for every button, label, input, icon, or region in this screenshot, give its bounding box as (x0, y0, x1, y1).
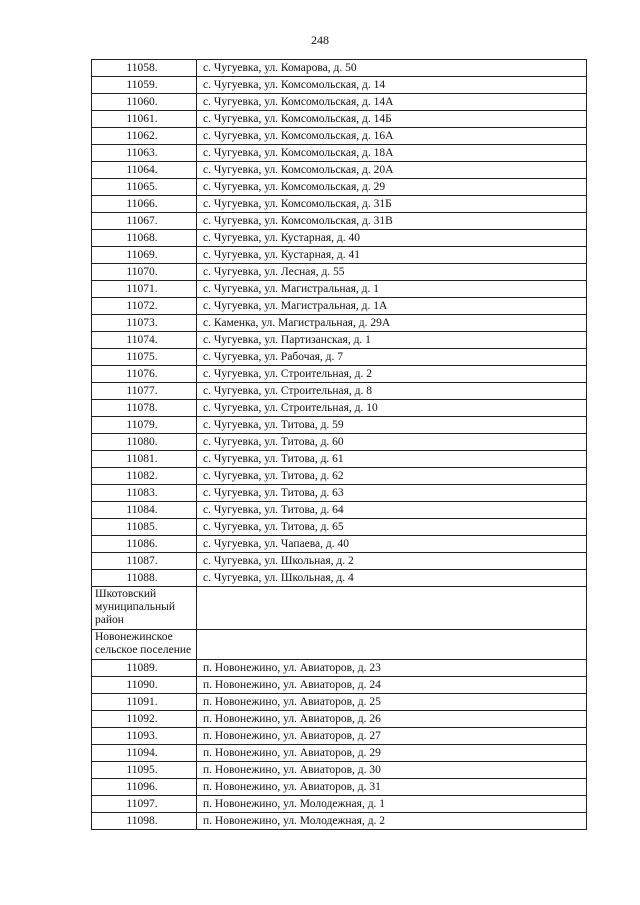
row-address: п. Новонежино, ул. Авиаторов, д. 31 (197, 779, 587, 796)
table-row (92, 745, 587, 762)
row-number: 11082. (92, 468, 197, 485)
row-number: 11067. (92, 213, 197, 230)
row-number: 11092. (92, 711, 197, 728)
row-number: 11087. (92, 553, 197, 570)
row-address: с. Чугуевка, ул. Кустарная, д. 41 (197, 247, 587, 264)
row-address: п. Новонежино, ул. Авиаторов, д. 30 (197, 762, 587, 779)
row-address: с. Чугуевка, ул. Кустарная, д. 40 (197, 230, 587, 247)
row-number: 11081. (92, 451, 197, 468)
table-row (92, 502, 587, 519)
row-number: 11064. (92, 162, 197, 179)
table-row (92, 247, 587, 264)
row-address: п. Новонежино, ул. Авиаторов, д. 29 (197, 745, 587, 762)
table-row (92, 694, 587, 711)
row-number: 11074. (92, 332, 197, 349)
row-number: 11079. (92, 417, 197, 434)
table-row (92, 485, 587, 502)
table-row (92, 196, 587, 213)
table-row (92, 349, 587, 366)
row-number: 11095. (92, 762, 197, 779)
section-label: Шкотовский муниципальный район (92, 587, 197, 630)
row-address: п. Новонежино, ул. Молодежная, д. 2 (197, 813, 587, 830)
row-address: п. Новонежино, ул. Молодежная, д. 1 (197, 796, 587, 813)
row-address: с. Чугуевка, ул. Строительная, д. 10 (197, 400, 587, 417)
row-address: с. Чугуевка, ул. Комарова, д. 50 (197, 60, 587, 77)
row-number: 11078. (92, 400, 197, 417)
row-number: 11077. (92, 383, 197, 400)
row-address: с. Чугуевка, ул. Комсомольская, д. 31Б (197, 196, 587, 213)
table-row (92, 111, 587, 128)
row-address: с. Чугуевка, ул. Комсомольская, д. 16А (197, 128, 587, 145)
table-row (92, 519, 587, 536)
table-row (92, 779, 587, 796)
row-number: 11083. (92, 485, 197, 502)
row-address: с. Чугуевка, ул. Титова, д. 60 (197, 434, 587, 451)
row-number: 11066. (92, 196, 197, 213)
row-address: с. Чугуевка, ул. Школьная, д. 4 (197, 570, 587, 587)
table-row (92, 332, 587, 349)
section-empty-cell (197, 630, 587, 660)
table-row (92, 230, 587, 247)
row-number: 11070. (92, 264, 197, 281)
row-number: 11061. (92, 111, 197, 128)
table-row (92, 162, 587, 179)
row-address: с. Чугуевка, ул. Титова, д. 63 (197, 485, 587, 502)
row-number: 11094. (92, 745, 197, 762)
address-registry-table (91, 59, 587, 830)
table-row (92, 677, 587, 694)
row-number: 11063. (92, 145, 197, 162)
table-row (92, 77, 587, 94)
row-address: п. Новонежино, ул. Авиаторов, д. 24 (197, 677, 587, 694)
row-address: с. Чугуевка, ул. Строительная, д. 8 (197, 383, 587, 400)
row-number: 11093. (92, 728, 197, 745)
row-number: 11065. (92, 179, 197, 196)
row-number: 11068. (92, 230, 197, 247)
table-row (92, 728, 587, 745)
row-address: с. Чугуевка, ул. Титова, д. 65 (197, 519, 587, 536)
row-number: 11088. (92, 570, 197, 587)
row-address: с. Чугуевка, ул. Магистральная, д. 1А (197, 298, 587, 315)
row-number: 11071. (92, 281, 197, 298)
row-number: 11084. (92, 502, 197, 519)
row-address: с. Чугуевка, ул. Лесная, д. 55 (197, 264, 587, 281)
table-row (92, 315, 587, 332)
table-row (92, 660, 587, 677)
row-number: 11076. (92, 366, 197, 383)
row-address: с. Чугуевка, ул. Комсомольская, д. 14Б (197, 111, 587, 128)
table-row (92, 60, 587, 77)
table-row (92, 813, 587, 830)
row-number: 11062. (92, 128, 197, 145)
row-number: 11089. (92, 660, 197, 677)
row-number: 11059. (92, 77, 197, 94)
row-number: 11058. (92, 60, 197, 77)
row-address: с. Чугуевка, ул. Комсомольская, д. 14А (197, 94, 587, 111)
table-row (92, 400, 587, 417)
table-row (92, 536, 587, 553)
row-number: 11097. (92, 796, 197, 813)
table-row (92, 213, 587, 230)
row-number: 11098. (92, 813, 197, 830)
row-number: 11091. (92, 694, 197, 711)
table-row (92, 468, 587, 485)
table-row (92, 128, 587, 145)
table-row (92, 366, 587, 383)
row-number: 11085. (92, 519, 197, 536)
section-row (92, 587, 587, 630)
table-row (92, 264, 587, 281)
row-address: с. Чугуевка, ул. Партизанская, д. 1 (197, 332, 587, 349)
row-number: 11096. (92, 779, 197, 796)
row-number: 11073. (92, 315, 197, 332)
row-address: п. Новонежино, ул. Авиаторов, д. 25 (197, 694, 587, 711)
row-address: с. Чугуевка, ул. Комсомольская, д. 20А (197, 162, 587, 179)
row-address: с. Чугуевка, ул. Комсомольская, д. 18А (197, 145, 587, 162)
row-address: с. Чугуевка, ул. Комсомольская, д. 29 (197, 179, 587, 196)
table-row (92, 94, 587, 111)
table-row (92, 417, 587, 434)
row-address: п. Новонежино, ул. Авиаторов, д. 26 (197, 711, 587, 728)
table-row (92, 434, 587, 451)
table-row (92, 711, 587, 728)
row-address: с. Чугуевка, ул. Чапаева, д. 40 (197, 536, 587, 553)
row-address: с. Чугуевка, ул. Рабочая, д. 7 (197, 349, 587, 366)
row-address: с. Чугуевка, ул. Титова, д. 64 (197, 502, 587, 519)
row-number: 11086. (92, 536, 197, 553)
row-address: с. Чугуевка, ул. Строительная, д. 2 (197, 366, 587, 383)
table-row (92, 553, 587, 570)
row-number: 11080. (92, 434, 197, 451)
table-row (92, 145, 587, 162)
table-row (92, 762, 587, 779)
section-empty-cell (197, 587, 587, 630)
table-row (92, 298, 587, 315)
row-number: 11090. (92, 677, 197, 694)
row-address: с. Чугуевка, ул. Титова, д. 61 (197, 451, 587, 468)
row-address: с. Чугуевка, ул. Титова, д. 62 (197, 468, 587, 485)
registry-body (92, 60, 587, 830)
section-label: Новонежинское сельское поселение (92, 630, 197, 660)
table-row (92, 179, 587, 196)
page-number: 248 (311, 33, 329, 47)
row-address: с. Чугуевка, ул. Комсомольская, д. 14 (197, 77, 587, 94)
table-row (92, 796, 587, 813)
table-row (92, 281, 587, 298)
row-address: с. Чугуевка, ул. Комсомольская, д. 31В (197, 213, 587, 230)
row-number: 11075. (92, 349, 197, 366)
row-address: п. Новонежино, ул. Авиаторов, д. 27 (197, 728, 587, 745)
table-row (92, 451, 587, 468)
row-number: 11060. (92, 94, 197, 111)
row-address: п. Новонежино, ул. Авиаторов, д. 23 (197, 660, 587, 677)
row-number: 11072. (92, 298, 197, 315)
row-number: 11069. (92, 247, 197, 264)
table-row (92, 570, 587, 587)
row-address: с. Чугуевка, ул. Магистральная, д. 1 (197, 281, 587, 298)
row-address: с. Чугуевка, ул. Школьная, д. 2 (197, 553, 587, 570)
table-row (92, 383, 587, 400)
row-address: с. Каменка, ул. Магистральная, д. 29А (197, 315, 587, 332)
row-address: с. Чугуевка, ул. Титова, д. 59 (197, 417, 587, 434)
section-row (92, 630, 587, 660)
